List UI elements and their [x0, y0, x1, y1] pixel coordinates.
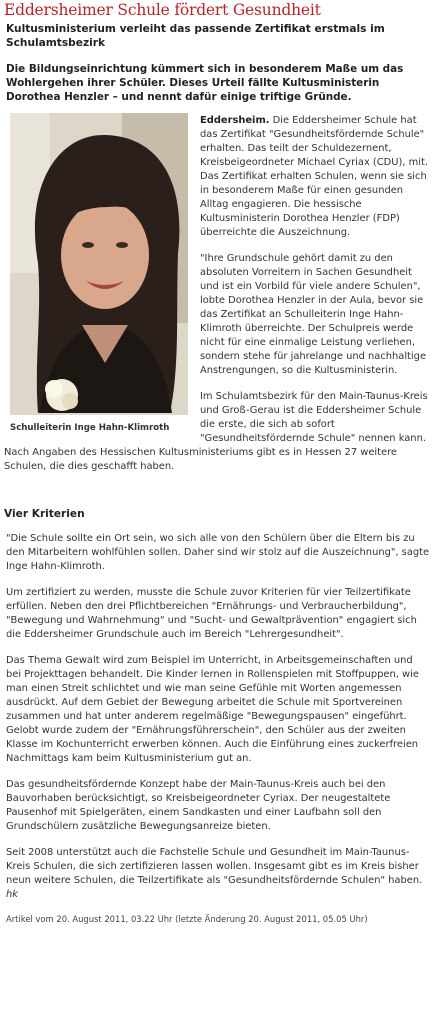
headline: Eddersheimer Schule fördert Gesundheit	[4, 1, 321, 19]
section-paragraph-1: "Die Schule sollte ein Ort sein, wo sich alle von den Schülern über die Eltern bis zu den Mitarbeitern wohlfühlen sollen. Daher sind wir stolz auf die Auszeichnung", sagte Inge Hahn-Klimroth.	[6, 533, 430, 572]
section-paragraph-2: Um zertifiziert zu werden, musste die Schule zuvor Kriterien für vier Teilzertifikate erfüllen. Neben den drei Pflichtbereichen "Ernährungs- und Verbraucherbildung", "Bewegung und Wahrnehmung" und "Sucht- und Gewaltprävention" engagiert sich die Eddersheimer Grundschule auch im Bereich "Lehrergesundheit".	[6, 587, 417, 640]
body-paragraph-2: "Ihre Grundschule gehört damit zu den absoluten Vorreitern in Sachen Gesundheit und ist ein Vorbild für viele andere Schulen", lobte Dorothea Henzler in der Aula, bevor sie das Zertifikat an Schulleiterin Inge Hahn-Klimroth überreichte. Der Schulpreis werde nicht für eine einmalige Leistung verliehen, sondern stehe für jahrelange und nachhaltige Anstrengungen, so die Kultusministerin.	[200, 253, 427, 376]
portrait-photo	[10, 113, 188, 415]
lead-paragraph: Die Bildungseinrichtung kümmert sich in besonderem Maße um das Wohlergehen ihrer Schüler. Dieses Urteil fällte Kultusministerin Dorothea Henzler – und nennt dafür einige triftige Gründe.	[6, 63, 404, 103]
author-initials: hk	[6, 889, 18, 900]
photo-caption: Schulleiterin Inge Hahn-Klimroth	[10, 423, 170, 433]
section-body	[6, 532, 430, 902]
section-heading: Vier Kriterien	[4, 508, 85, 520]
subtitle: Kultusministerium verleiht das passende Zertifikat erstmals im Schulamtsbezirk	[6, 23, 385, 49]
section-paragraph-3: Das Thema Gewalt wird zum Beispiel im Unterricht, in Arbeitsgemeinschaften und bei Projekttagen behandelt. Die Kinder lernen in Rollenspielen mit Stoffpuppen, wie man einen Streit schlichtet und wie man seine Gefühle mit Worten angemessen ausdrückt. Auf dem Gebiet der Bewegung arbeitet die Schule mit Sportvereinen zusammen und hat unter anderem regelmäßige "Bewegungspausen" eingeführt. Gelobt wurde zudem der "Ernährungsführerschein", den Schüler aus der zweiten Klasse im Kochunterricht erwerben können. Auch die Einführung eines zuckerfreien Nachmittags kam beim Kultusministerium gut an.	[6, 655, 419, 764]
article-timestamp: Artikel vom 20. August 2011, 03.22 Uhr (letzte Änderung 20. August 2011, 05.05 Uhr)	[6, 914, 368, 924]
article-figure	[10, 113, 190, 434]
portrait-illustration	[10, 113, 188, 415]
dateline: Eddersheim.	[200, 115, 270, 126]
section-paragraph-4: Das gesundheitsfördernde Konzept habe der Main-Taunus-Kreis auch bei den Bauvorhaben berücksichtigt, so Kreisbeigeordneter Cyriax. Der neugestaltete Pausenhof mit Spielgeräten, einem Sandkasten und einer Laufbahn soll den Grundschülern zusätzliche Bewegungsanreize bieten.	[6, 779, 391, 832]
body-paragraph-1-text: Die Eddersheimer Schule hat das Zertifikat "Gesundheitsfördernde Schule" erhalten. Das teilt der Schuldezernent, Kreisbeigeordneter Michael Cyriax (CDU), mit. Das Zertifikat erhalten Schulen, wenn sie sich in besonderem Maße für einen gesunden Alltag engagieren. Die hessische Kultusministerin Dorothea Henzler (FDP) überreichte die Auszeichnung.	[200, 115, 429, 238]
section-paragraph-5-text: Seit 2008 unterstützt auch die Fachstelle Schule und Gesundheit im Main-Taunus-Kreis Schulen, die sich zertifizieren lassen wollen. Insgesamt gibt es im Kreis bisher neun weitere Schulen, die Teilzertifikate als "Gesundheitsfördernde Schulen" haben.	[6, 847, 423, 886]
section-paragraph-5	[6, 846, 430, 902]
body-paragraph-3: Im Schulamtsbezirk für den Main-Taunus-Kreis und Groß-Gerau ist die Eddersheimer Schule die erste, die sich ab sofort "Gesundheitsfördernde Schule" nennen kann. Nach Angaben des Hessischen Kultusministeriums gibt es in Hessen 27 weitere Schulen, die dies geschafft haben.	[4, 391, 428, 472]
